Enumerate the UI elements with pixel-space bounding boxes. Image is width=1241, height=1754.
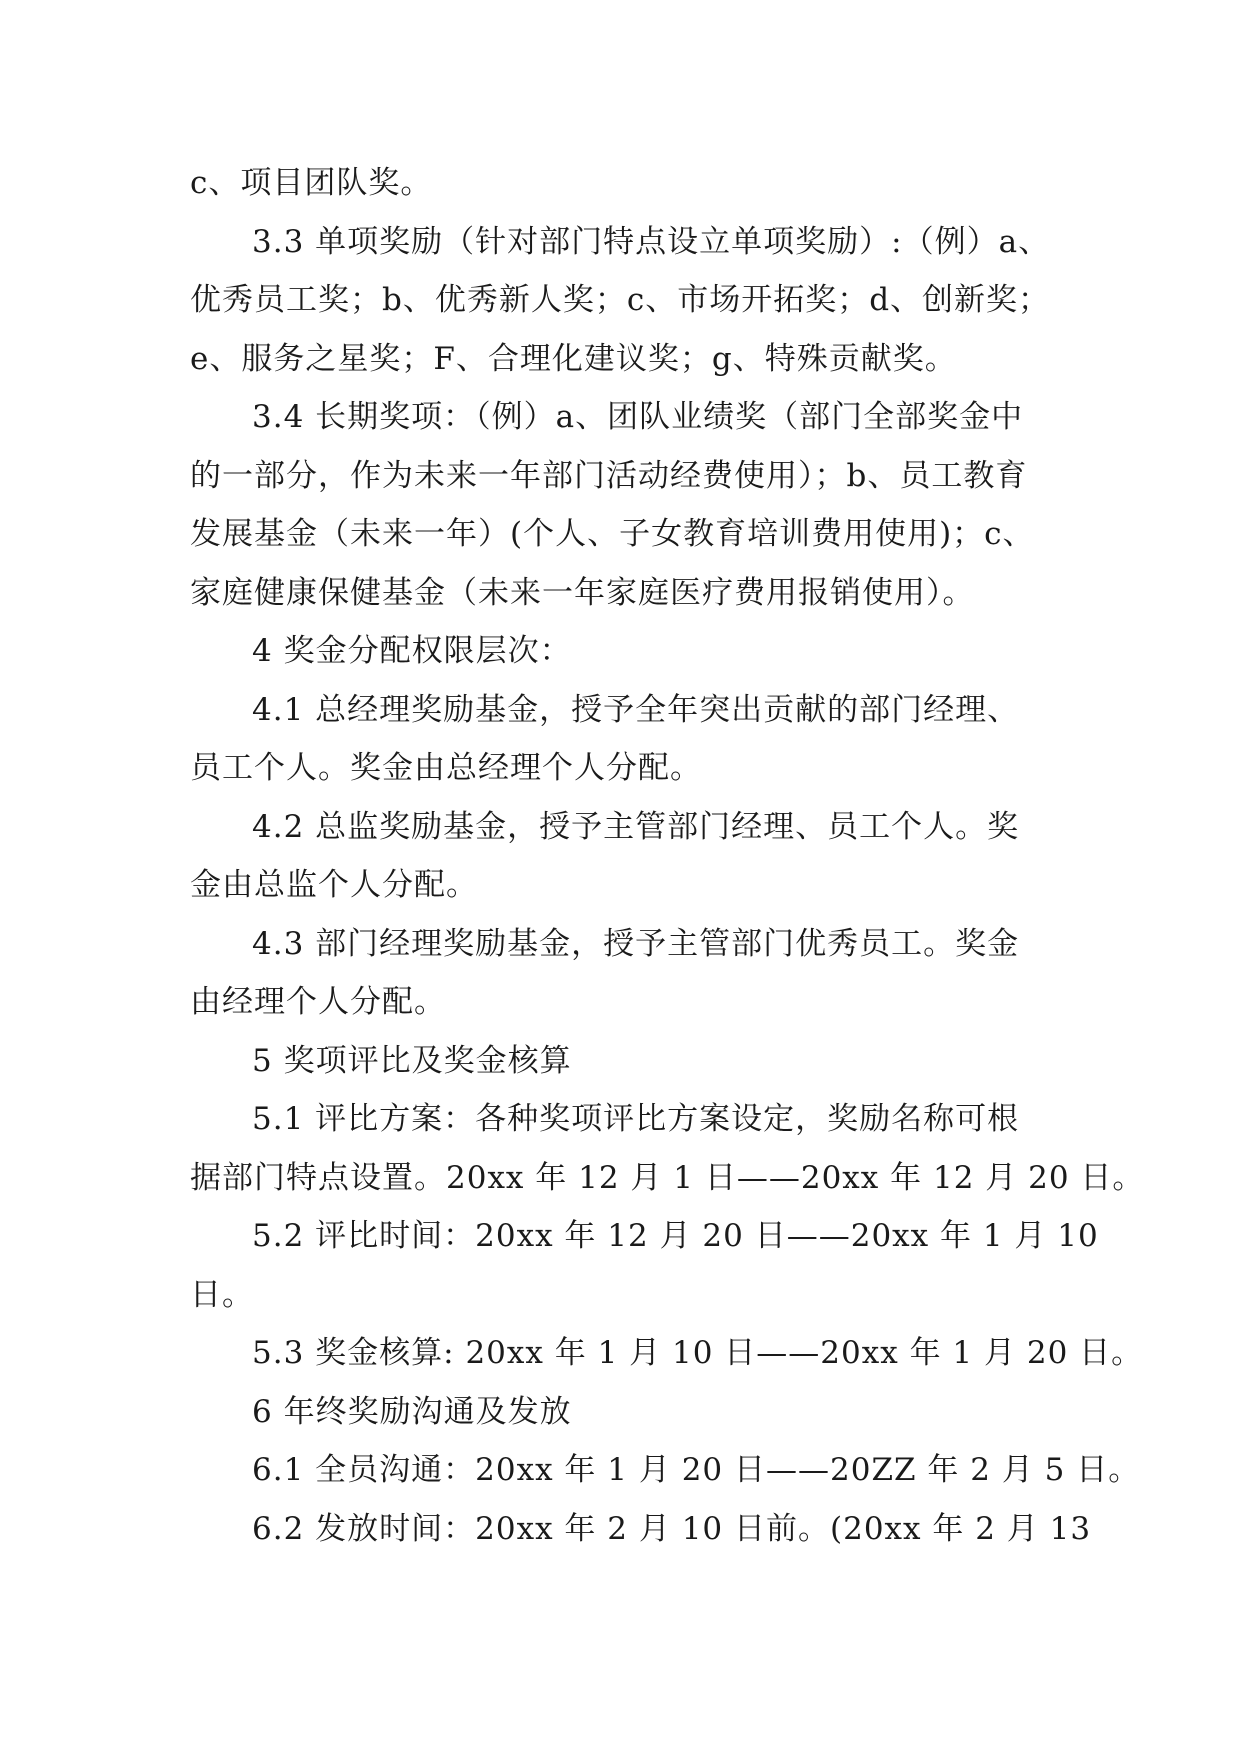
text-line: 金由总监个人分配。 — [190, 867, 478, 903]
text-line: 发展基金（未来一年）(个人、子女教育培训费用使用)；c、 — [190, 516, 1035, 552]
text-line: 5.3 奖金核算: 20xx 年 1 月 10 日——20xx 年 1 月 20 日。 — [252, 1335, 1144, 1371]
text-line: 据部门特点设置。20xx 年 12 月 1 日——20xx 年 12 月 20 日。 — [190, 1159, 1145, 1196]
text-line: 4 奖金分配权限层次： — [252, 633, 572, 669]
text-line: 6 年终奖励沟通及发放 — [252, 1393, 572, 1430]
text-line: 3.3 单项奖励（针对部门特点设立单项奖励）:（例）a、 — [252, 223, 1051, 260]
text-line: c、项目团队奖。 — [190, 165, 433, 201]
text-line: 由经理个人分配。 — [190, 984, 446, 1020]
text-line: e、服务之星奖；F、合理化建议奖；g、特殊贡献奖。 — [190, 340, 957, 377]
text-line: 4.2 总监奖励基金，授予主管部门经理、员工个人。奖 — [252, 808, 1020, 845]
text-line: 5 奖项评比及奖金核算 — [252, 1042, 572, 1079]
text-line: 4.3 部门经理奖励基金，授予主管部门优秀员工。奖金 — [252, 925, 1020, 962]
text-line: 6.1 全员沟通：20xx 年 1 月 20 日——20ZZ 年 2 月 5 日。 — [252, 1452, 1141, 1488]
text-line: 优秀员工奖；b、优秀新人奖；c、市场开拓奖；d、创新奖； — [190, 282, 1051, 318]
document-body — [190, 154, 1145, 1558]
text-line: 员工个人。奖金由总经理个人分配。 — [190, 750, 702, 786]
text-line: 日。 — [190, 1276, 254, 1313]
text-line: 5.1 评比方案：各种奖项评比方案设定，奖励名称可根 — [252, 1101, 1020, 1137]
text-line: 3.4 长期奖项：（例）a、团队业绩奖（部门全部奖金中 — [252, 399, 1024, 435]
text-line: 5.2 评比时间：20xx 年 12 月 20 日——20xx 年 1 月 10 — [252, 1218, 1099, 1254]
text-line: 家庭健康保健基金（未来一年家庭医疗费用报销使用）。 — [190, 574, 975, 611]
text-line: 4.1 总经理奖励基金，授予全年突出贡献的部门经理、 — [252, 691, 1020, 728]
text-line: 的一部分，作为未来一年部门活动经费使用）；b、员工教育 — [190, 457, 1028, 494]
text-line: 6.2 发放时间：20xx 年 2 月 10 日前。(20xx 年 2 月 13 — [252, 1510, 1092, 1547]
